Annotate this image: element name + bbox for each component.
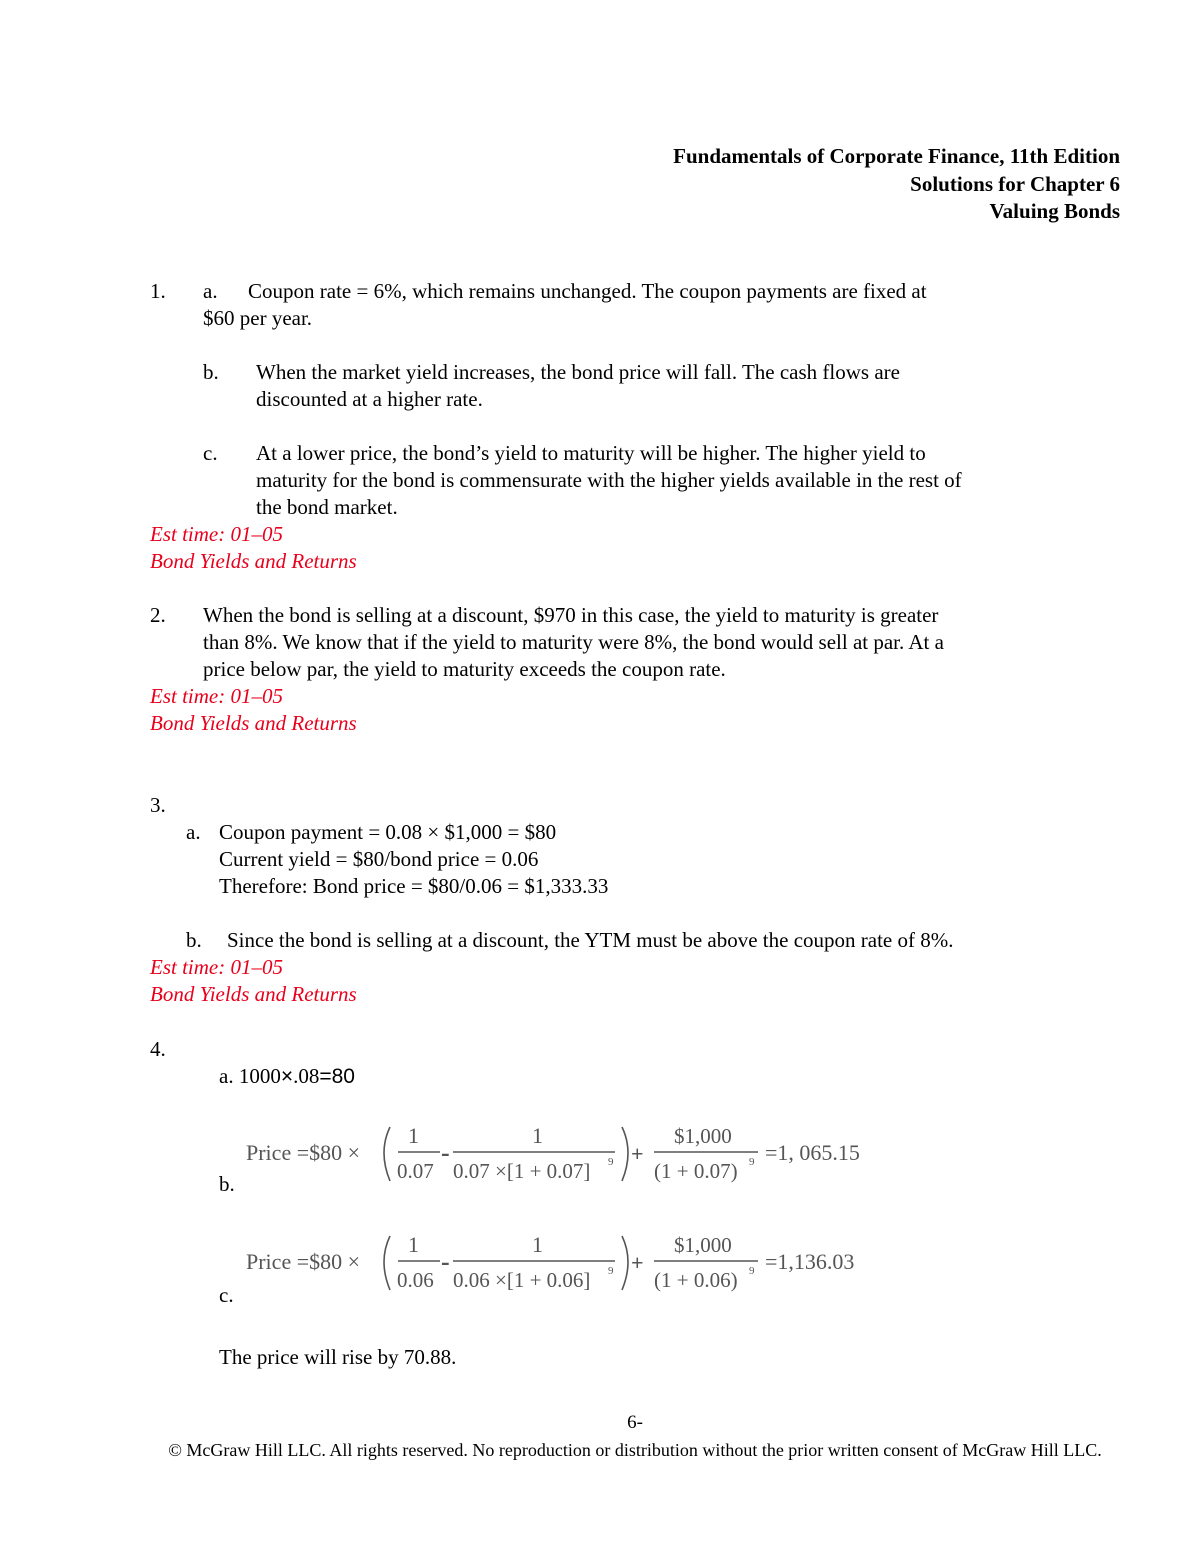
- formula-exponent: 9: [608, 1265, 614, 1277]
- formula-one-numerator: 1: [408, 1123, 419, 1148]
- q2-line2: than 8%. We know that if the yield to maturity were 8%, the bond would sell at par. At a: [203, 630, 944, 654]
- q3-b-line1: Since the bond is selling at a discount, the YTM must be above the coupon rate of 8%.: [227, 928, 954, 952]
- q4-b-label: b.: [219, 1172, 235, 1196]
- formula-price-label: Price =$80 ×: [246, 1249, 361, 1274]
- formula-exponent: 9: [608, 1156, 614, 1168]
- minus-sign: -: [441, 1138, 450, 1167]
- q4-b-price-formula: [240, 1115, 880, 1195]
- formula-exponent-2: 9: [749, 1156, 755, 1168]
- q2-topic-tag: Bond Yields and Returns: [150, 711, 357, 735]
- formula-rate-denominator: 0.07: [397, 1159, 434, 1183]
- q2-est-time: Est time: 01–05: [150, 684, 283, 708]
- formula-exponent-2: 9: [749, 1265, 755, 1277]
- q3-number: 3.: [150, 793, 166, 817]
- q3-est-time: Est time: 01–05: [150, 955, 283, 979]
- q3-a-line3: Therefore: Bond price = $80/0.06 = $1,333.33: [219, 874, 609, 898]
- formula-result: =1, 065.15: [765, 1140, 860, 1165]
- formula-result: =1,136.03: [765, 1249, 855, 1274]
- q3-a-line1: Coupon payment = 0.08 × $1,000 = $80: [219, 820, 557, 844]
- formula-rate-denominator: 0.06: [397, 1268, 434, 1292]
- q4-c-label: c.: [219, 1283, 234, 1307]
- formula-one-numerator-2: 1: [532, 1232, 543, 1257]
- q3-b-label: b.: [186, 928, 202, 952]
- formula-face-value: $1,000: [674, 1124, 732, 1148]
- q1-c-line1: At a lower price, the bond’s yield to maturity will be higher. The higher yield to: [256, 441, 926, 465]
- header-chapter: Solutions for Chapter 6: [910, 172, 1120, 196]
- copyright-notice: © McGraw Hill LLC. All rights reserved. No reproduction or distribution without the prior written consent of McGraw Hill LLC.: [168, 1440, 1102, 1460]
- formula-discount-denominator: (1 + 0.06): [654, 1268, 738, 1292]
- left-paren-large: [384, 1127, 390, 1181]
- formula-face-value: $1,000: [674, 1233, 732, 1257]
- q1-c-line3: the bond market.: [256, 495, 398, 519]
- q1-a-line2: $60 per year.: [203, 306, 313, 330]
- formula-one-numerator-2: 1: [532, 1123, 543, 1148]
- minus-sign: -: [441, 1247, 450, 1276]
- equals-symbol: =: [319, 1065, 332, 1088]
- q1-topic-tag: Bond Yields and Returns: [150, 549, 357, 573]
- q1-b-label: b.: [203, 360, 219, 384]
- q3-a-line2: Current yield = $80/bond price = 0.06: [219, 847, 539, 871]
- q2-line1: When the bond is selling at a discount, $970 in this case, the yield to maturity is greater: [203, 603, 939, 627]
- right-paren-large: [622, 1127, 628, 1181]
- q1-est-time: Est time: 01–05: [150, 522, 283, 546]
- q1-c-line2: maturity for the bond is commensurate with the higher yields available in the rest of: [256, 468, 962, 492]
- q4-a-expression: [219, 1063, 355, 1090]
- q1-a-line1: Coupon rate = 6%, which remains unchanged. The coupon payments are fixed at: [248, 279, 927, 303]
- q1-b-line2: discounted at a higher rate.: [256, 387, 483, 411]
- q4-a-result: 80: [331, 1065, 355, 1088]
- header-topic: Valuing Bonds: [989, 199, 1120, 223]
- right-paren-large: [622, 1236, 628, 1290]
- q1-b-line1: When the market yield increases, the bond price will fall. The cash flows are: [256, 360, 900, 384]
- q3-a-label: a.: [186, 820, 201, 844]
- q4-a-prefix: a. 1000: [219, 1064, 281, 1088]
- q1-number: 1.: [150, 279, 166, 303]
- q1-c-label: c.: [203, 441, 218, 465]
- q3-topic-tag: Bond Yields and Returns: [150, 982, 357, 1006]
- q4-number: 4.: [150, 1037, 166, 1061]
- header-book-title: Fundamentals of Corporate Finance, 11th Edition: [673, 144, 1120, 168]
- times-symbol: ×: [280, 1065, 294, 1088]
- q2-number: 2.: [150, 603, 166, 627]
- q1-a-label: a.: [203, 279, 218, 303]
- left-paren-large: [384, 1236, 390, 1290]
- q4-conclusion: The price will rise by 70.88.: [219, 1345, 457, 1369]
- formula-annuity-denominator: 0.07 ×[1 + 0.07]: [453, 1159, 591, 1183]
- q4-c-price-formula: [240, 1224, 880, 1304]
- formula-annuity-denominator: 0.06 ×[1 + 0.06]: [453, 1268, 591, 1292]
- formula-one-numerator: 1: [408, 1232, 419, 1257]
- plus-sign: +: [631, 1141, 644, 1166]
- q4-a-rate: .08: [293, 1064, 320, 1088]
- plus-sign: +: [631, 1250, 644, 1275]
- q2-line3: price below par, the yield to maturity exceeds the coupon rate.: [203, 657, 726, 681]
- formula-price-label: Price =$80 ×: [246, 1140, 361, 1165]
- page-number: 6-: [627, 1412, 643, 1433]
- formula-discount-denominator: (1 + 0.07): [654, 1159, 738, 1183]
